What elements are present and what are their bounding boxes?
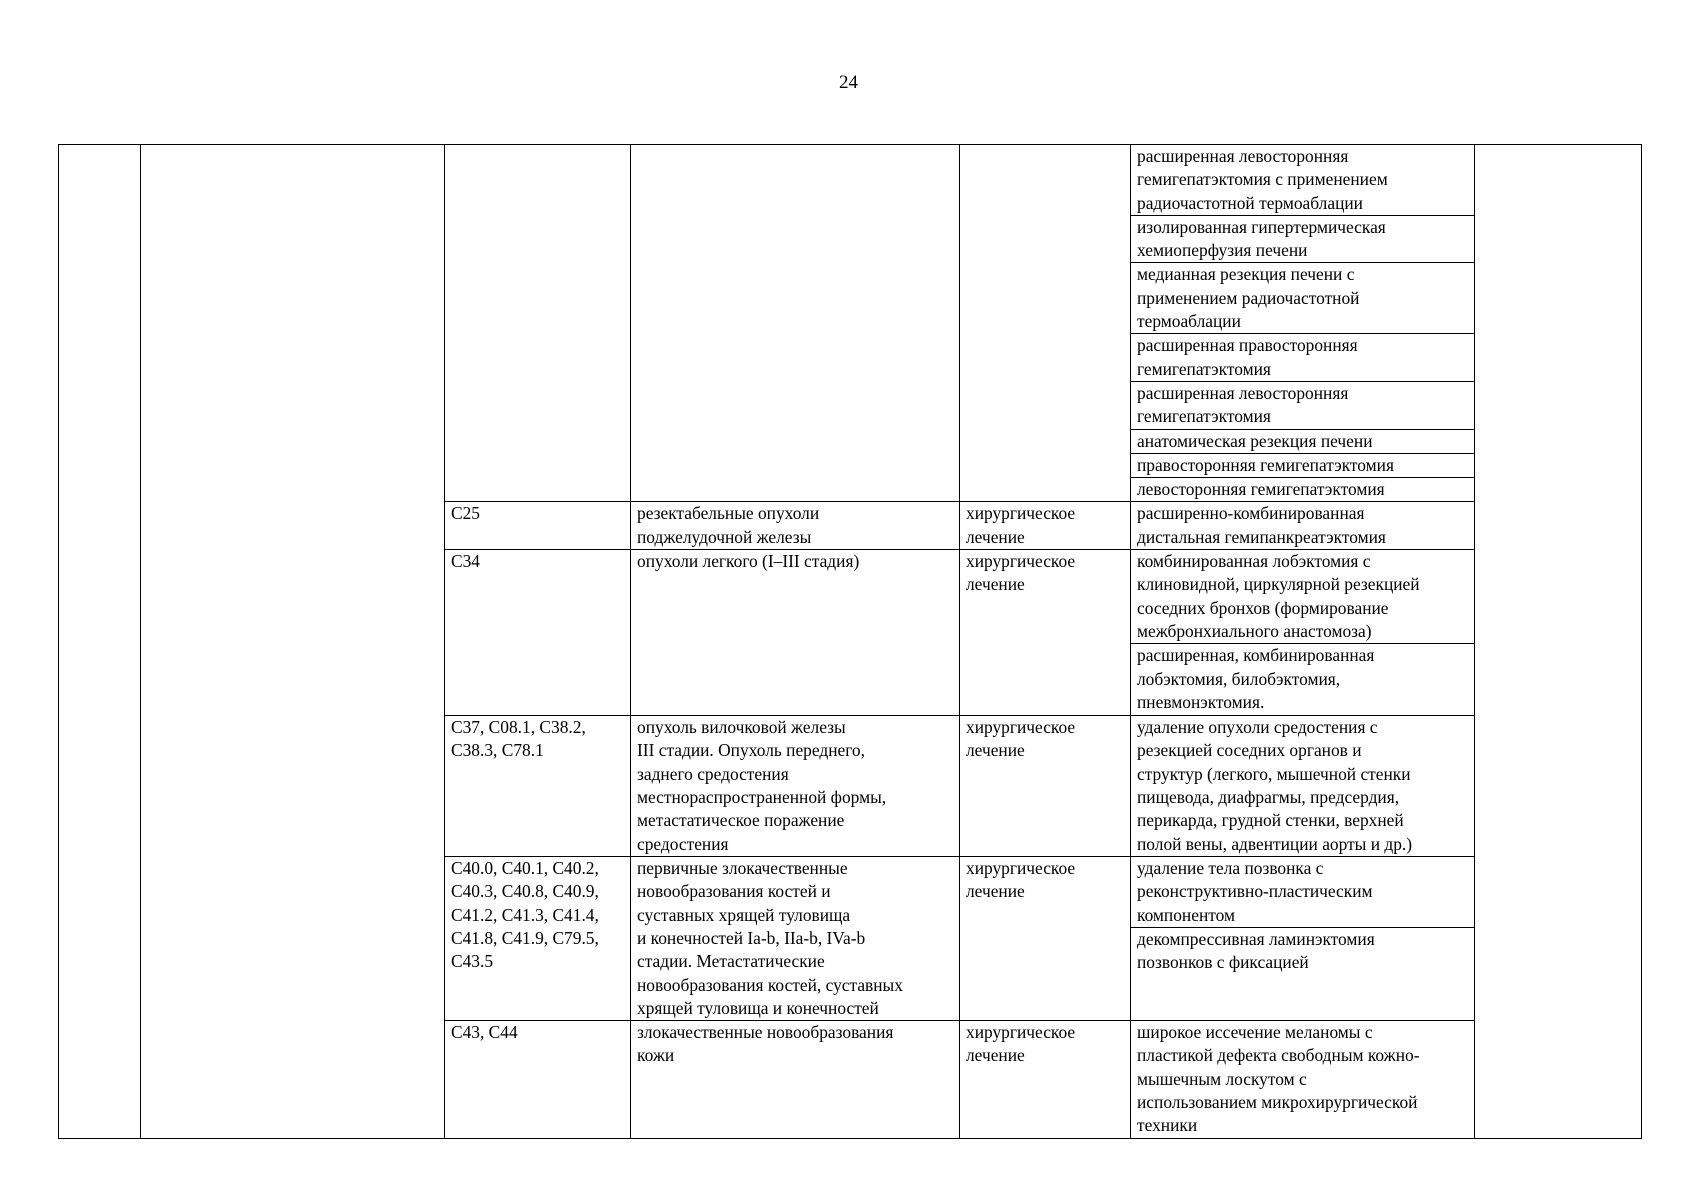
method-item: расширенная левосторонняя гемигепатэктомия [1131,381,1474,429]
table-row [59,145,1642,502]
diagnosis: резектабельные опухоли поджелудочной железы [637,503,820,547]
methods-cell [1131,145,1475,502]
method-item: декомпрессивная ламинэктомия позвонков с фиксацией [1131,927,1474,1020]
method-item: расширенная правосторонняя гемигепатэктомия [1131,333,1474,381]
icd-codes: C40.0, C40.1, C40.2, C40.3, C40.8, C40.9, C41.2, C41.3, C41.4, C41.8, C41.9, C79.5, C43.5 [451,858,599,972]
treatment-type: хирургическое лечение [966,717,1076,761]
method-item: изолированная гипертермическая хемиоперфузия печени [1131,215,1474,263]
method-item: левосторонняя гемигепатэктомия [1131,477,1474,501]
funding-cell [1475,145,1642,1139]
diagnosis-cell [631,145,960,502]
diagnosis: злокачественные новообразования кожи [637,1022,894,1066]
method-item: широкое иссечение меланомы с пластикой дефекта свободным кожно- мышечным лоскутом с использованием микрохирургической техники [1137,1022,1420,1136]
method-item: удаление опухоли средостения с резекцией соседних органов и структур (легкого, мышечной стенки пищевода, диафрагмы, предсердия, перикарда, грудной стенки, верхней полой вены, адвентиции аорты и др.) [1137,717,1413,854]
icd-codes: C34 [451,551,480,572]
icd-codes: C25 [451,503,480,524]
icd-codes: C37, C08.1, C38.2, C38.3, C78.1 [451,717,586,761]
method-item: анатомическая резекция печени [1131,429,1474,453]
method-item: расширенная левосторонняя гемигепатэктомия с применением радиочастотной термоаблации [1137,146,1388,213]
method-item: расширенная, комбинированная лобэктомия, билобэктомия, пневмонэктомия. [1131,643,1474,715]
treatment-type: хирургическое лечение [966,858,1076,902]
treatment-type: хирургическое лечение [966,503,1076,547]
page-number: 24 [839,72,858,93]
treatment-type: хирургическое лечение [966,551,1076,595]
method-item: комбинированная лобэктомия с клиновидной, циркулярной резекцией соседних бронхов (формирование межбронхиального анастомоза) [1137,551,1420,641]
procedures-table [58,144,1642,1139]
diagnosis: опухоль вилочковой железы III стадии. Опухоль переднего, заднего средостения местнораспространенной формы, метастатическое поражение средостения [637,717,887,854]
profile-cell [141,145,445,1139]
method-item: медианная резекция печени с применением радиочастотной термоаблации [1131,262,1474,333]
method-item: расширенно-комбинированная дистальная гемипанкреатэктомия [1137,503,1386,547]
diagnosis: опухоли легкого (I–III стадия) [637,551,860,572]
icd-codes: C43, C44 [451,1022,518,1043]
number-cell [59,145,141,1139]
procedures-table-sheet [58,144,1641,1136]
diagnosis: первичные злокачественные новообразования костей и суставных хрящей туловища и конечностей Ia-b, IIa-b, IVa-b стадии. Метастатические новообразования костей, суставных хрящей туловища и конечностей [637,858,903,1018]
method-item: удаление тела позвонка с реконструктивно-пластическим компонентом [1137,858,1373,925]
codes-cell [445,145,631,502]
treatment-cell [960,145,1131,502]
treatment-type: хирургическое лечение [966,1022,1076,1066]
method-item: правосторонняя гемигепатэктомия [1131,453,1474,477]
